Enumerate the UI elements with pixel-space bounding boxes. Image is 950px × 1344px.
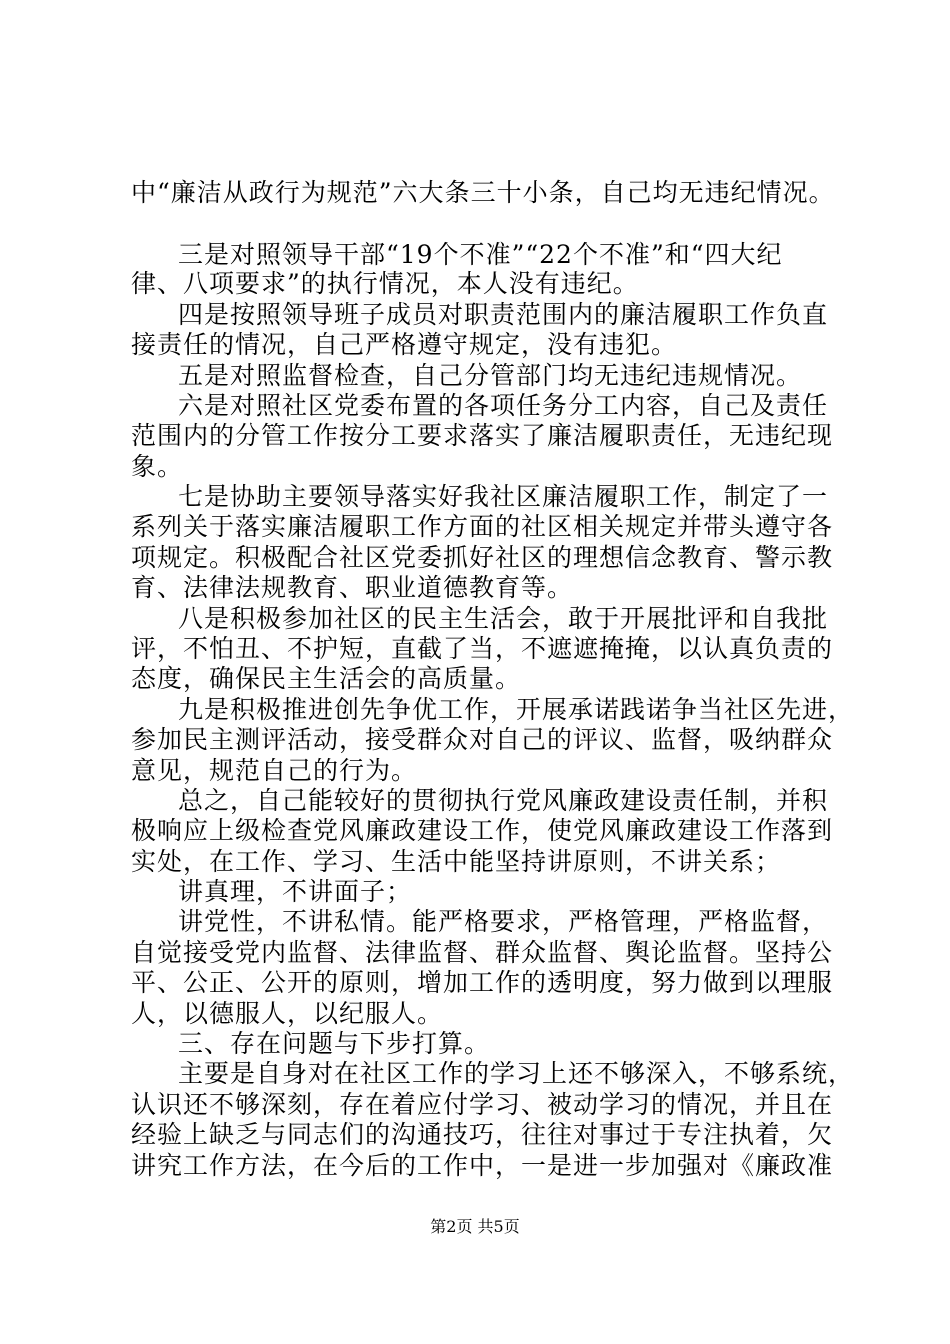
body-text-line: 平、公正、公开的原则，增加工作的透明度，努力做到以理服 xyxy=(131,968,834,997)
body-text-line: 认识还不够深刻，存在着应付学习、被动学习的情况，并且在 xyxy=(131,1090,834,1119)
body-text-line: 讲真理，不讲面子； xyxy=(178,877,413,906)
body-text-line: 自觉接受党内监督、法律监督、群众监督、舆论监督。坚持公 xyxy=(131,938,834,967)
section-heading: 三、存在问题与下步打算。 xyxy=(178,1029,491,1058)
body-text-line: 主要是自身对在社区工作的学习上还不够深入，不够系统， xyxy=(178,1059,855,1088)
body-text-line: 极响应上级检查党风廉政建设工作，使党风廉政建设工作落到 xyxy=(131,816,834,845)
body-text-line: 三是对照领导干部“19个不准”“22个不准”和“四大纪 xyxy=(178,240,783,269)
body-text-line: 五是对照监督检查，自己分管部门均无违纪违规情况。 xyxy=(178,361,803,390)
body-text-line: 九是积极推进创先争优工作，开展承诺践诺争当社区先进， xyxy=(178,695,855,724)
body-text-line: 人，以德服人，以纪服人。 xyxy=(131,999,444,1028)
body-text-line: 意见，规范自己的行为。 xyxy=(131,756,418,785)
body-text-line: 育、法律法规教育、职业道德教育等。 xyxy=(131,573,574,602)
body-text-line: 七是协助主要领导落实好我社区廉洁履职工作，制定了一 xyxy=(178,482,829,511)
body-text-line: 八是积极参加社区的民主生活会，敢于开展批评和自我批 xyxy=(178,604,829,633)
body-text-line: 系列关于落实廉洁履职工作方面的社区相关规定并带头遵守各 xyxy=(131,512,834,541)
body-text-line: 接责任的情况，自己严格遵守规定，没有违犯。 xyxy=(131,330,678,359)
body-text-line: 经验上缺乏与同志们的沟通技巧，往往对事过于专注执着，欠 xyxy=(131,1120,834,1149)
body-text-line: 律、八项要求”的执行情况，本人没有违纪。 xyxy=(131,269,639,298)
body-text-line: 实处，在工作、学习、生活中能坚持讲原则，不讲关系； xyxy=(131,847,782,876)
body-text-line: 讲党性，不讲私情。能严格要求，严格管理，严格监督， xyxy=(178,907,829,936)
body-text-line: 四是按照领导班子成员对职责范围内的廉洁履职工作负直 xyxy=(178,300,829,329)
body-text-line: 中“廉洁从政行为规范”六大条三十小条，自己均无违纪情况。 xyxy=(131,178,835,207)
body-text-line: 范围内的分管工作按分工要求落实了廉洁履职责任，无违纪现 xyxy=(131,421,834,450)
body-text-line: 项规定。积极配合社区党委抓好社区的理想信念教育、警示教 xyxy=(131,543,834,572)
body-text-line: 讲究工作方法，在今后的工作中，一是进一步加强对《廉政准 xyxy=(131,1151,834,1180)
page-footer: 第2页 共5页 xyxy=(430,1217,520,1236)
body-text-line: 评，不怕丑、不护短，直截了当，不遮遮掩掩，以认真负责的 xyxy=(131,634,834,663)
body-text-line: 总之，自己能较好的贯彻执行党风廉政建设责任制，并积 xyxy=(178,786,829,815)
body-text-line: 态度，确保民主生活会的高质量。 xyxy=(131,664,522,693)
body-text-line: 六是对照社区党委布置的各项任务分工内容，自己及责任 xyxy=(178,391,829,420)
body-text-line: 参加民主测评活动，接受群众对自己的评议、监督，吸纳群众 xyxy=(131,725,834,754)
body-text-line: 象。 xyxy=(131,452,184,481)
